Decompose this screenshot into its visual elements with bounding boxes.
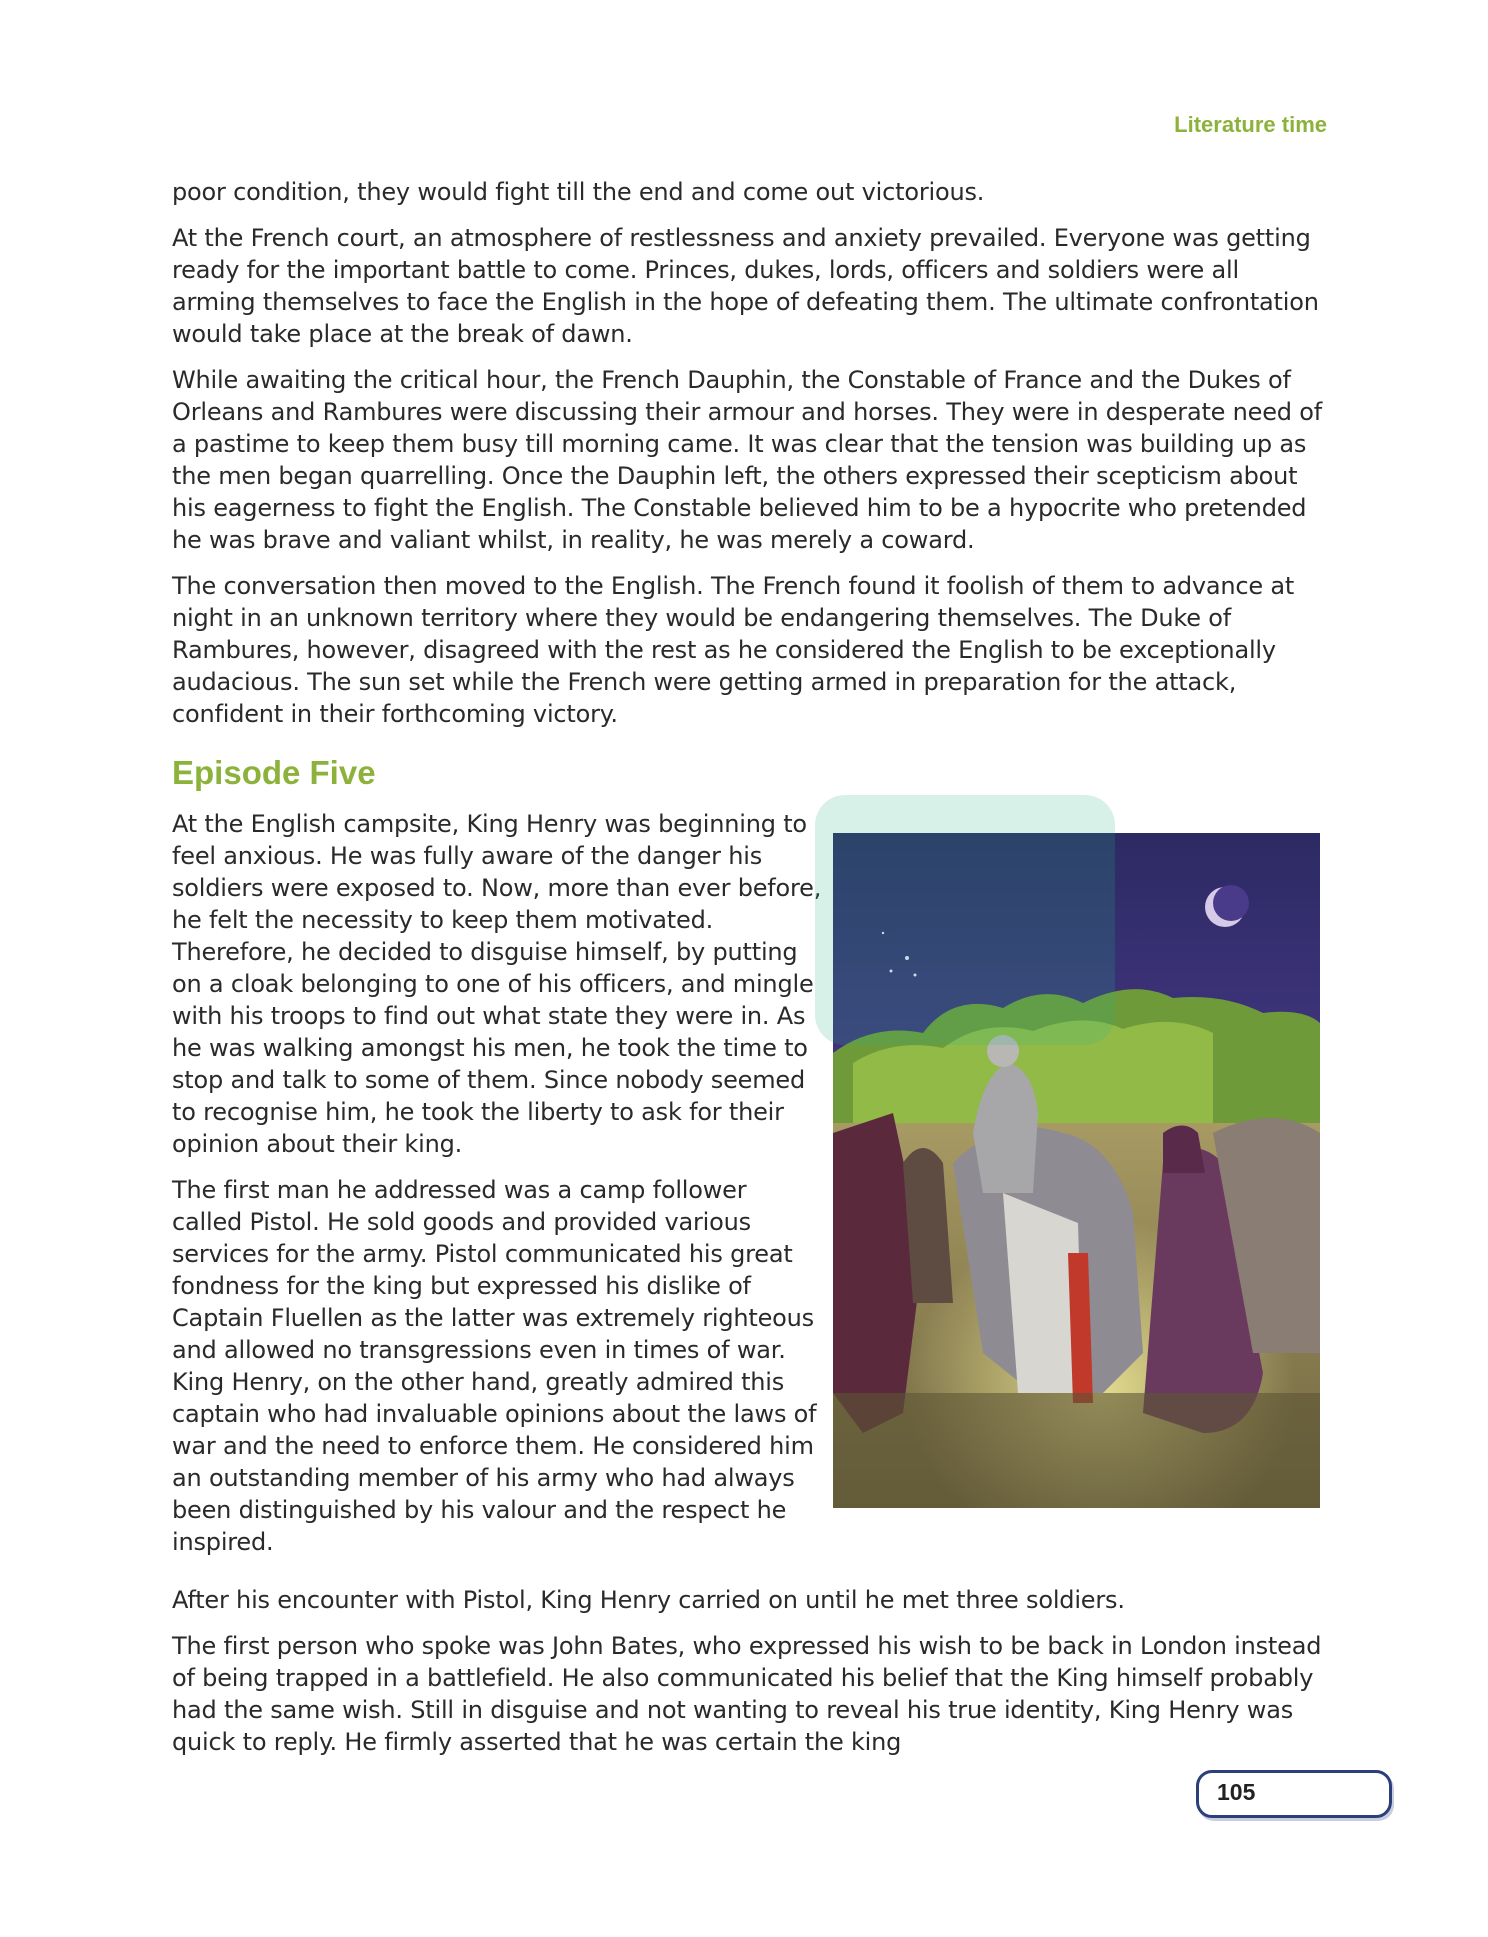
page-number: 105 (1217, 1779, 1256, 1805)
page-number-box (1196, 1770, 1392, 1818)
paragraph: The conversation then moved to the English. The French found it foolish of them to advance at night in an unknown territory where they would be endangering themselves. The Duke of Rambures, however, disagreed with the rest as he considered the English to be exceptionally audacious. The sun set while the French were getting armed in preparation for the attack, confident in their forthcoming victory. (172, 572, 1295, 728)
paragraph: poor condition, they would fight till the end and come out victorious. (172, 178, 985, 206)
episode-illustration (833, 833, 1320, 1508)
paragraph: At the English campsite, King Henry was beginning to feel anxious. He was fully aware of the danger his soldiers were exposed to. Now, more than ever before, he felt the necessity to keep them motivated. Therefore, he decided to disguise himself, by putting on a cloak belonging to one of his officers, and mingle with his troops to find out what state they were in. As he was walking amongst his men, he took the time to stop and talk to some of them. Since nobody seemed to recognise him, he took the liberty to ask for their opinion about their king. (172, 810, 822, 1158)
section-header: Literature time (1174, 112, 1327, 137)
episode-heading: Episode Five (172, 754, 376, 791)
top-text-block (172, 176, 1322, 744)
paragraph: After his encounter with Pistol, King Henry carried on until he met three soldiers. (172, 1586, 1125, 1614)
bottom-text-block (172, 1584, 1322, 1772)
paragraph: While awaiting the critical hour, the French Dauphin, the Constable of France and the Dukes of Orleans and Rambures were discussing their armour and horses. They were in desperate need of a pastime to keep them busy till morning came. It was clear that the tension was building up as the men began quarrelling. Once the Dauphin left, the others expressed their scepticism about his eagerness to fight the English. The Constable believed him to be a hypocrite who pretended he was brave and valiant whilst, in reality, he was merely a coward. (172, 366, 1323, 554)
paragraph: The first man he addressed was a camp follower called Pistol. He sold goods and provided various services for the army. Pistol communicated his great fondness for the king but expressed his dislike of Captain Fluellen as the latter was extremely righteous and allowed no transgressions even in times of war. King Henry, on the other hand, greatly admired this captain who had invaluable opinions about the laws of war and the need to enforce them. He considered him an outstanding member of his army who had always been distinguished by his valour and the respect he inspired. (172, 1176, 817, 1556)
paragraph: At the French court, an atmosphere of restlessness and anxiety prevailed. Everyone was getting ready for the important battle to come. Princes, dukes, lords, officers and soldiers were all arming themselves to face the English in the hope of defeating them. The ultimate confrontation would take place at the break of dawn. (172, 224, 1319, 348)
column-text-block (172, 808, 822, 1572)
paragraph: The first person who spoke was John Bates, who expressed his wish to be back in London instead of being trapped in a battlefield. He also communicated his belief that the King himself probably had the same wish. Still in disguise and not wanting to reveal his true identity, King Henry was quick to reply. He firmly asserted that he was certain the king (172, 1632, 1322, 1756)
